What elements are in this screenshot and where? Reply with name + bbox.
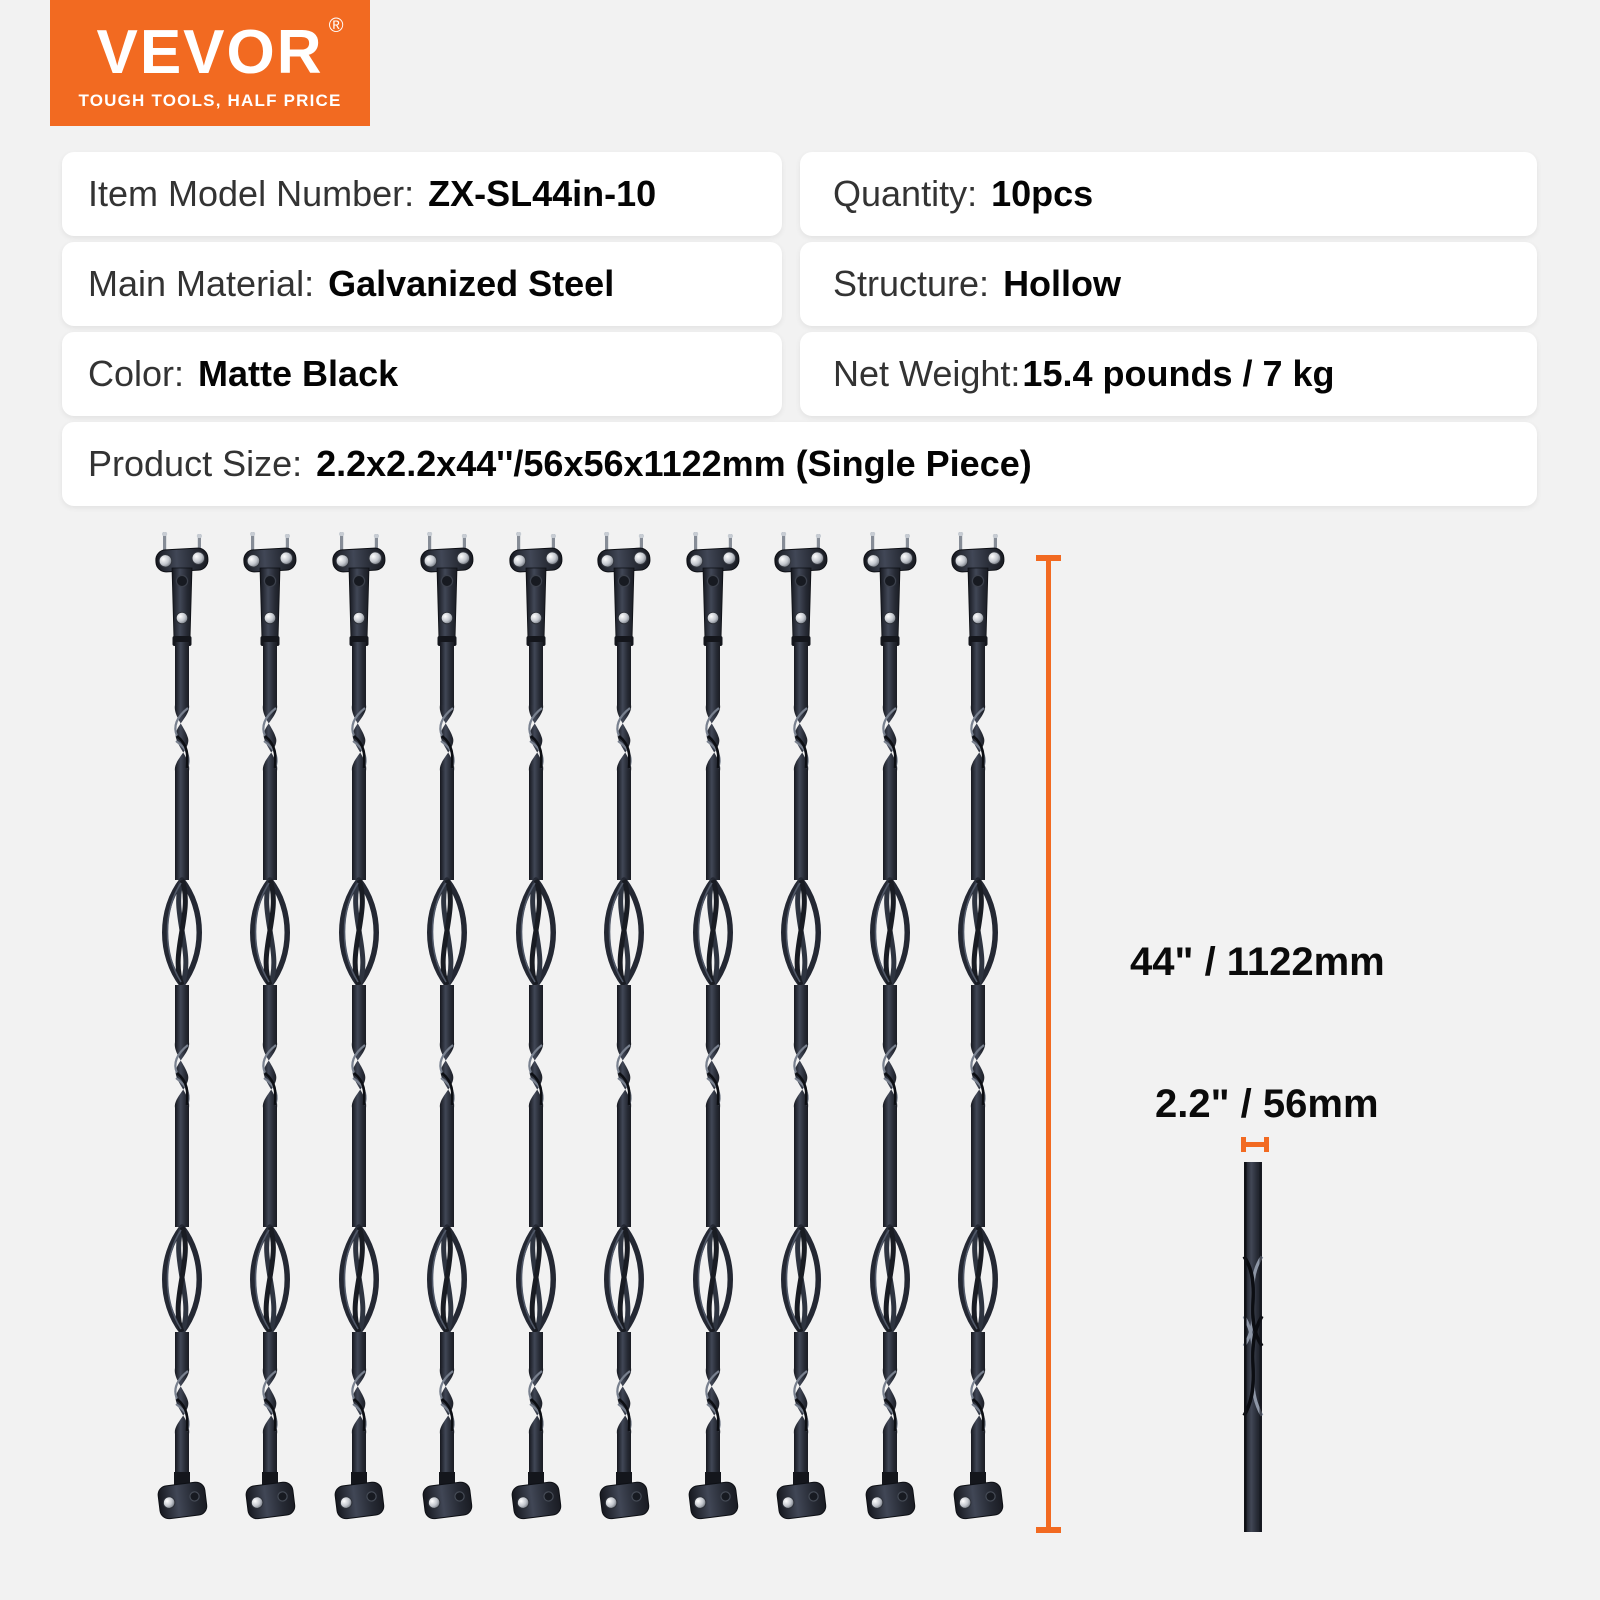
logo-wordmark [96,14,346,87]
spec-value: Matte Black [198,353,399,394]
spec-value: Hollow [1003,263,1122,304]
vevor-logo [50,0,370,126]
baluster-illustration [769,532,833,1532]
baluster-illustration [415,532,479,1532]
spec-label: Item Model Number: [88,173,415,214]
spec-card-product-size [62,422,1537,506]
spec-label: Structure: [833,263,990,304]
spec-card-item-model [62,152,782,236]
spec-value: 2.2x2.2x44''/56x56x1122mm (Single Piece) [316,443,1032,484]
baluster-illustration [238,532,302,1532]
spec-label: Product Size: [88,443,303,484]
spec-card-net-weight [800,332,1537,416]
baluster-illustration [858,532,922,1532]
width-measure-marker [1242,1142,1268,1147]
spec-card-material [62,242,782,326]
spec-label: Net Weight: [833,353,1021,394]
spec-card-color [62,332,782,416]
spec-label: Quantity: [833,173,978,214]
spec-label: Main Material: [88,263,315,304]
baluster-illustration [946,532,1010,1532]
spec-value: 15.4 pounds / 7 kg [1022,353,1335,394]
baluster-closeup-illustration [1240,1162,1266,1532]
spec-label: Color: [88,353,185,394]
spec-card-quantity [800,152,1537,236]
logo-tagline: TOUGH TOOLS, HALF PRICE [78,90,342,110]
baluster-illustration [327,532,391,1532]
height-measure-line [1046,556,1051,1532]
baluster-illustration [504,532,568,1532]
baluster-illustration [681,532,745,1532]
width-dimension-label: 2.2" / 56mm [1155,1082,1379,1126]
baluster-row [150,532,1010,1532]
spec-value: 10pcs [991,173,1094,214]
spec-card-structure [800,242,1537,326]
baluster-illustration [150,532,214,1532]
height-dimension-label: 44" / 1122mm [1130,940,1385,984]
logo-text: VEVOR [96,17,324,87]
spec-value: Galvanized Steel [328,263,615,304]
baluster-illustration [592,532,656,1532]
spec-value: ZX-SL44in-10 [428,173,657,214]
registered-trademark-icon: ® [328,14,346,37]
